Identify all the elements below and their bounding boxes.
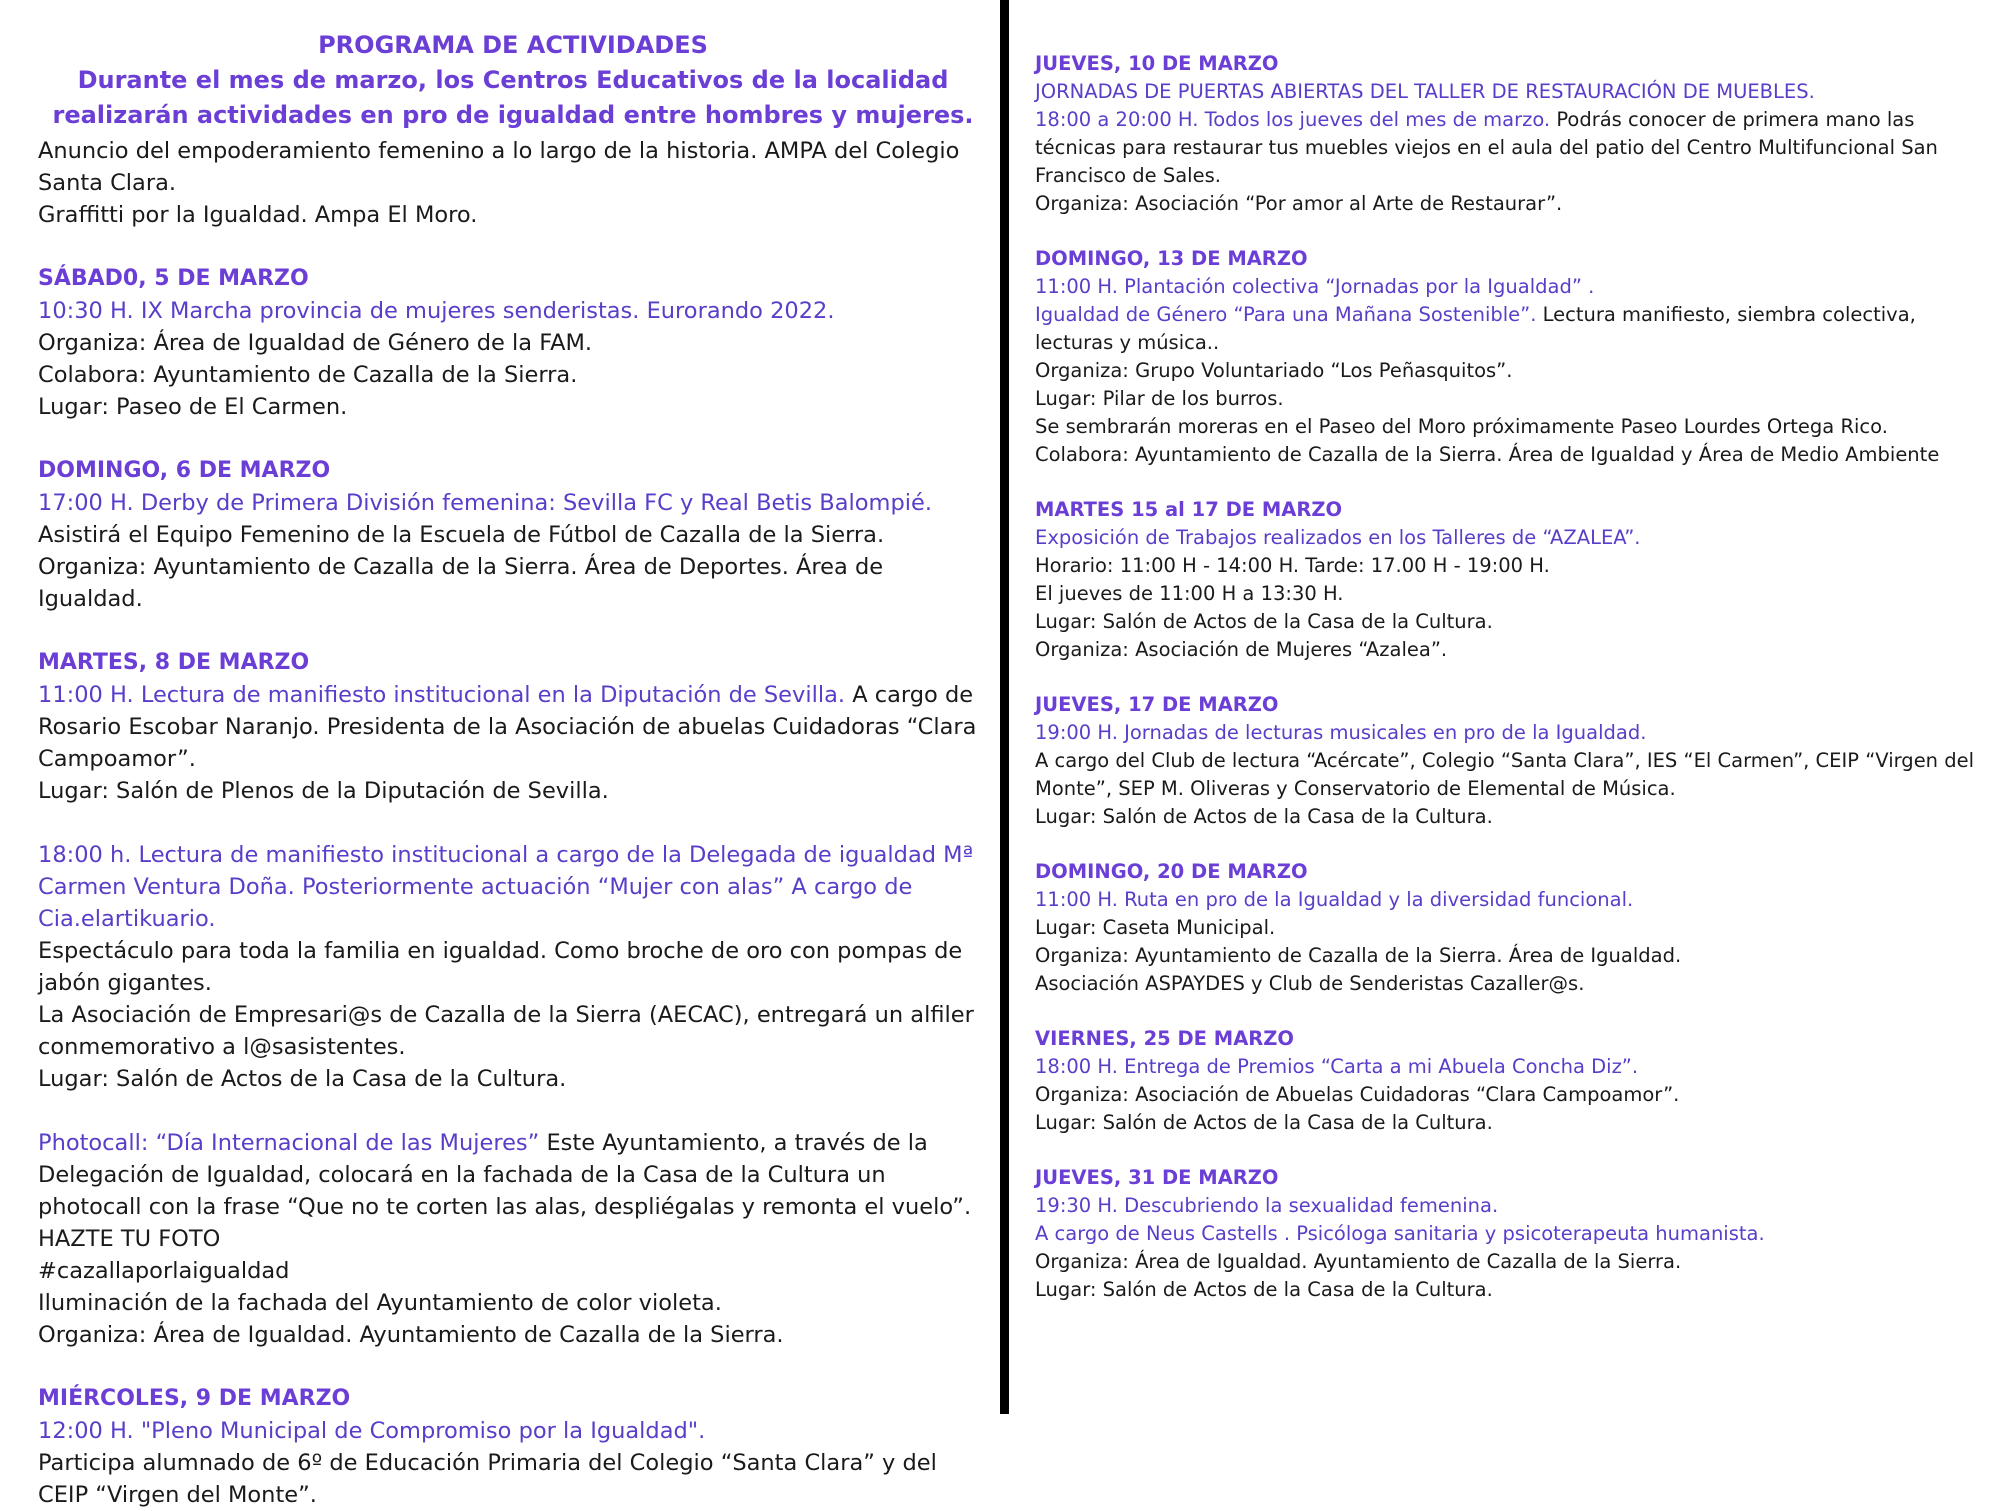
event-title: 19:00 H. Jornadas de lecturas musicales en pro de la Igualdad. xyxy=(1035,721,1647,744)
event-detail: Organiza: Asociación “Por amor al Arte de Restaurar”. xyxy=(1035,192,1563,215)
event-title: 11:00 H. Ruta en pro de la Igualdad y la diversidad funcional. xyxy=(1035,888,1634,911)
event-title: 18:00 h. Lectura de manifiesto institucional a cargo de la Delegada de igualdad Mª Carmen Ventura Doña. Posteriormente actuación “Mujer con alas” A cargo de Cia.elartikuario. xyxy=(38,842,974,932)
event-title: 17:00 H. Derby de Primera División femenina: Sevilla FC y Real Betis Balompié. xyxy=(38,490,932,516)
event-detail: El jueves de 11:00 H a 13:30 H. xyxy=(1035,582,1344,605)
event-detail: Colabora: Ayuntamiento de Cazalla de la Sierra. xyxy=(38,362,578,388)
event-title: 10:30 H. IX Marcha provincia de mujeres senderistas. Eurorando 2022. xyxy=(38,298,835,324)
event-day: DOMINGO, 20 DE MARZO xyxy=(1035,860,1308,883)
event-title: 12:00 H. "Pleno Municipal de Compromiso por la Igualdad". xyxy=(38,1418,706,1444)
event-day: JUEVES, 17 DE MARZO xyxy=(1035,693,1279,716)
event-day: JUEVES, 31 DE MARZO xyxy=(1035,1166,1279,1189)
event-detail xyxy=(1035,301,1987,357)
event-title-highlight: Photocall: “Día Internacional de las Mujeres” xyxy=(38,1130,540,1156)
event-block xyxy=(1035,50,1987,218)
event-day: MARTES, 8 DE MARZO xyxy=(38,650,310,675)
program-subtitle-line2: realizarán actividades en pro de igualdad entre hombres y mujeres. xyxy=(52,101,974,129)
event-day: VIERNES, 25 DE MARZO xyxy=(1035,1027,1295,1050)
event-detail: Organiza: Área de Igualdad. Ayuntamiento de Cazalla de la Sierra. xyxy=(38,1322,784,1348)
program-header xyxy=(38,28,988,133)
event-detail: Asociación ASPAYDES y Club de Senderistas Cazaller@s. xyxy=(1035,972,1585,995)
event-detail xyxy=(1035,106,1987,190)
event-day: SÁBAD0, 5 DE MARZO xyxy=(38,266,309,291)
event-detail: Organiza: Ayuntamiento de Cazalla de la Sierra. Área de Deportes. Área de Igualdad. xyxy=(38,554,884,612)
event-title: 19:30 H. Descubriendo la sexualidad femenina. xyxy=(1035,1194,1499,1217)
event-title-rest: A cargo de Rosario Escobar Naranjo. Presidenta de la Asociación de abuelas Cuidadoras “Clara Campoamor”. xyxy=(38,682,977,772)
event-day: JUEVES, 10 DE MARZO xyxy=(1035,52,1279,75)
event-day: DOMINGO, 13 DE MARZO xyxy=(1035,247,1308,270)
event-block xyxy=(38,455,988,615)
event-detail: Participa alumnado de 6º de Educación Primaria del Colegio “Santa Clara” y del CEIP “Virgen del Monte”. xyxy=(38,1450,937,1508)
event-block xyxy=(38,263,988,423)
event-block xyxy=(1035,1025,1987,1137)
event-detail: Organiza: Grupo Voluntariado “Los Peñasquitos”. xyxy=(1035,359,1513,382)
event-detail: Asistirá el Equipo Femenino de la Escuela de Fútbol de Cazalla de la Sierra. xyxy=(38,522,885,548)
event-block xyxy=(1035,245,1987,469)
event-detail: #cazallaporlaigualdad xyxy=(38,1258,290,1284)
event-detail: Lugar: Salón de Actos de la Casa de la Cultura. xyxy=(1035,1111,1493,1134)
right-column xyxy=(1035,50,1987,1304)
event-title-highlight: Igualdad de Género “Para una Mañana Sostenible”. xyxy=(1035,303,1537,326)
event-detail: La Asociación de Empresari@s de Cazalla de la Sierra (AECAC), entregará un alfiler conmemorativo a l@sasistentes. xyxy=(38,1002,974,1060)
event-title: JORNADAS DE PUERTAS ABIERTAS DEL TALLER DE RESTAURACIÓN DE MUEBLES. xyxy=(1035,80,1815,103)
event-detail: Lugar: Paseo de El Carmen. xyxy=(38,394,348,420)
event-day: MARTES 15 al 17 DE MARZO xyxy=(1035,498,1343,521)
event-block xyxy=(38,1383,988,1511)
event-block xyxy=(1035,691,1987,831)
event-time: 18:00 a 20:00 H. Todos los jueves del mes de marzo. xyxy=(1035,108,1551,131)
column-divider xyxy=(1000,0,1009,1414)
event-detail: Lugar: Pilar de los burros. xyxy=(1035,387,1284,410)
intro-text: Anuncio del empoderamiento femenino a lo largo de la historia. AMPA del Colegio Santa Clara. xyxy=(38,138,960,196)
event-detail: Espectáculo para toda la familia en igualdad. Como broche de oro con pompas de jabón gigantes. xyxy=(38,938,963,996)
event-time-rest: Podrás conocer de primera mano las técnicas para restaurar tus muebles viejos en el aula del patio del Centro Multifuncional San Francisco de Sales. xyxy=(1035,108,1938,187)
event-title-highlight: 11:00 H. Lectura de manifiesto institucional en la Diputación de Sevilla. xyxy=(38,682,846,708)
left-column xyxy=(38,28,988,1511)
event-day: MIÉRCOLES, 9 DE MARZO xyxy=(38,1386,351,1411)
event-subtitle: A cargo de Neus Castells . Psicóloga sanitaria y psicoterapeuta humanista. xyxy=(1035,1222,1765,1245)
event-detail: Lugar: Salón de Actos de la Casa de la Cultura. xyxy=(1035,805,1493,828)
event-detail: Horario: 11:00 H - 14:00 H. Tarde: 17.00 H - 19:00 H. xyxy=(1035,554,1550,577)
event-detail: Lugar: Salón de Actos de la Casa de la Cultura. xyxy=(1035,610,1493,633)
event-title xyxy=(38,1127,988,1255)
event-title: 18:00 H. Entrega de Premios “Carta a mi Abuela Concha Diz”. xyxy=(1035,1055,1639,1078)
event-block xyxy=(38,647,988,1351)
event-detail: Organiza: Área de Igualdad de Género de la FAM. xyxy=(38,330,593,356)
event-detail: Se sembrarán moreras en el Paseo del Moro próximamente Paseo Lourdes Ortega Rico. xyxy=(1035,415,1888,438)
event-detail: Lugar: Salón de Actos de la Casa de la Cultura. xyxy=(1035,1278,1493,1301)
event-day: DOMINGO, 6 DE MARZO xyxy=(38,458,331,483)
program-subtitle-line1: Durante el mes de marzo, los Centros Educativos de la localidad xyxy=(77,66,949,94)
program-title: PROGRAMA DE ACTIVIDADES xyxy=(318,31,708,59)
event-title-rest: Lectura manifiesto, siembra colectiva, lecturas y música.. xyxy=(1035,303,1916,354)
event-title-rest: Este Ayuntamiento, a través de la Delegación de Igualdad, colocará en la fachada de la Casa de la Cultura un photocall con la frase “Que no te corten las alas, despliégalas y remonta el vuelo”. HAZTE TU FOTO xyxy=(38,1130,972,1252)
event-detail: Organiza: Ayuntamiento de Cazalla de la Sierra. Área de Igualdad. xyxy=(1035,944,1682,967)
intro-text: Graffitti por la Igualdad. Ampa El Moro. xyxy=(38,202,478,228)
event-title xyxy=(38,679,988,775)
event-detail: A cargo del Club de lectura “Acércate”, Colegio “Santa Clara”, IES “El Carmen”, CEIP “Virgen del Monte”, SEP M. Oliveras y Conservatorio de Elemental de Música. xyxy=(1035,749,1975,800)
event-block xyxy=(1035,858,1987,998)
event-detail: Colabora: Ayuntamiento de Cazalla de la Sierra. Área de Igualdad y Área de Medio Ambiente xyxy=(1035,443,1940,466)
event-block xyxy=(1035,496,1987,664)
event-detail: Organiza: Asociación de Mujeres “Azalea”. xyxy=(1035,638,1448,661)
event-detail: Lugar: Salón de Plenos de la Diputación de Sevilla. xyxy=(38,778,609,804)
event-detail: Organiza: Área de Igualdad. Ayuntamiento de Cazalla de la Sierra. xyxy=(1035,1250,1682,1273)
event-detail: Lugar: Caseta Municipal. xyxy=(1035,916,1276,939)
event-title: 11:00 H. Plantación colectiva “Jornadas por la Igualdad” . xyxy=(1035,275,1595,298)
event-detail: Lugar: Salón de Actos de la Casa de la Cultura. xyxy=(38,1066,567,1092)
event-block xyxy=(1035,1164,1987,1304)
event-title: Exposición de Trabajos realizados en los Talleres de “AZALEA”. xyxy=(1035,526,1641,549)
event-detail: Iluminación de la fachada del Ayuntamiento de color violeta. xyxy=(38,1290,722,1316)
event-detail: Organiza: Asociación de Abuelas Cuidadoras “Clara Campoamor”. xyxy=(1035,1083,1680,1106)
